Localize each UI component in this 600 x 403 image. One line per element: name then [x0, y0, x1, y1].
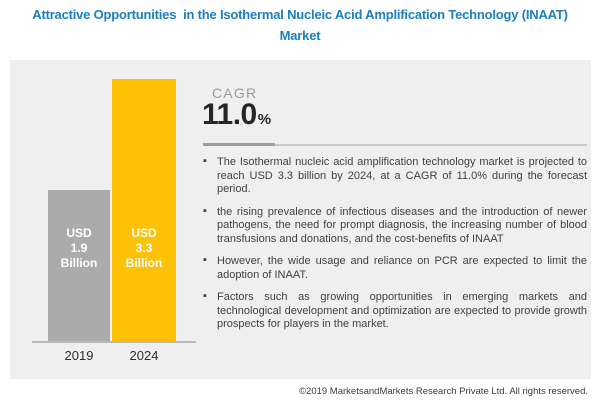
- divider-light-segment: [275, 144, 587, 146]
- bar-value-line: USD: [131, 226, 157, 240]
- copyright-notice: ©2019 MarketsandMarkets Research Private Ltd. All rights reserved.: [299, 386, 588, 397]
- bullet-item: ▪ However, the wide usage and reliance on PCR are expected to limit the adoption of INAAT.: [203, 255, 587, 282]
- x-tick-2024: 2024: [129, 348, 159, 363]
- x-tick-2019: 2019: [64, 348, 94, 363]
- bar-2024: [112, 79, 176, 341]
- divider-line: [203, 143, 587, 146]
- bullet-list: [203, 156, 587, 341]
- cagr-value: [202, 100, 271, 135]
- divider-dark-segment: [203, 143, 275, 146]
- bar-value-line: Billion: [60, 256, 98, 270]
- bullet-item: ▪ Factors such as growing opportunities in emerging markets and technological development and optimization are expected to provide growth prospects for players in the market.: [203, 291, 587, 332]
- bullet-item: ▪ The Isothermal nucleic acid amplification technology market is projected to reach USD 3.3 billion by 2024, at a CAGR of 11.0% during the forecast period.: [203, 156, 587, 197]
- bar-value-label-2019: [48, 226, 110, 271]
- x-axis-line: [32, 341, 196, 343]
- content-panel: [10, 60, 591, 379]
- percent-sign: %: [257, 111, 272, 128]
- cagr-number: 11.0: [202, 98, 257, 131]
- bullet-item: ▪ the rising prevalence of infectious diseases and the introduction of newer pathogens, the need for prompt diagnosis, the increasing number of blood transfusions and donations, and the cost-benefits of INAAT: [203, 206, 587, 247]
- bar-value-line: 1.9: [70, 241, 88, 255]
- bar-value-label-2024: [112, 226, 176, 271]
- title-line-1: Attractive Opportunities in the Isothermal Nucleic Acid Amplification Technology (INAAT): [32, 7, 568, 22]
- cagr-label: CAGR: [212, 85, 258, 101]
- bar-value-line: USD: [66, 226, 92, 240]
- title-line-2: Market: [279, 28, 321, 43]
- bar-value-line: Billion: [125, 256, 163, 270]
- bar-value-line: 3.3: [135, 241, 153, 255]
- page-title: [0, 4, 600, 46]
